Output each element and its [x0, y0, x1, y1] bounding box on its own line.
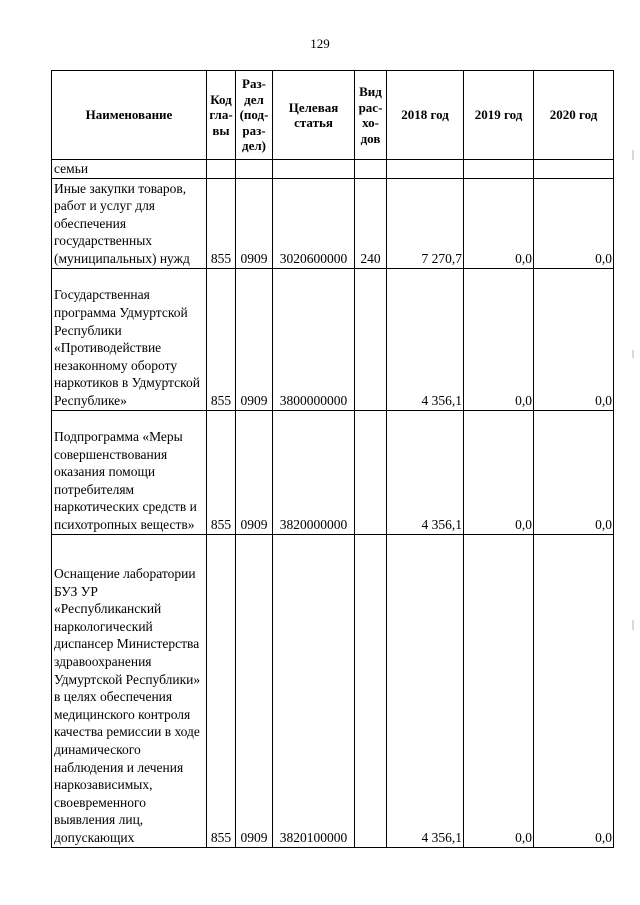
row-2020: 0,0 — [534, 178, 614, 268]
row-2020: 0,0 — [534, 534, 614, 847]
row-name: Оснащение лаборатории БУЗ УР «Республиканский наркологический диспансер Министерства здравоохранения Удмуртской Республики» в целях обеспечения медицинского контроля качества ремиссии в ходе динамического наблюдения и лечения наркозависимых, своевременного выявления лиц, допускающих — [52, 534, 207, 847]
row-chapter — [207, 160, 236, 179]
row-section: 0909 — [236, 178, 273, 268]
row-target: 3020600000 — [273, 178, 355, 268]
header-expense-type: Вид рас-хо-дов — [355, 71, 387, 160]
row-2019: 0,0 — [464, 410, 534, 534]
row-target — [273, 160, 355, 179]
header-name: Наименование — [52, 71, 207, 160]
table-header-row — [52, 71, 614, 160]
row-expense-type — [355, 534, 387, 847]
row-expense-type — [355, 160, 387, 179]
scan-artifact — [632, 150, 634, 160]
row-section: 0909 — [236, 410, 273, 534]
row-target: 3800000000 — [273, 268, 355, 410]
page-number: 129 — [310, 36, 330, 51]
header-2018: 2018 год — [387, 71, 464, 160]
row-2018: 4 356,1 — [387, 268, 464, 410]
row-2020: 0,0 — [534, 268, 614, 410]
row-2018: 4 356,1 — [387, 410, 464, 534]
row-2018: 7 270,7 — [387, 178, 464, 268]
row-section: 0909 — [236, 534, 273, 847]
table-row — [52, 268, 614, 410]
row-target: 3820100000 — [273, 534, 355, 847]
row-expense-type: 240 — [355, 178, 387, 268]
header-section: Раз-дел (под-раз-дел) — [236, 71, 273, 160]
row-2020 — [534, 160, 614, 179]
row-chapter: 855 — [207, 178, 236, 268]
row-chapter: 855 — [207, 534, 236, 847]
row-section — [236, 160, 273, 179]
row-name: Подпрограмма «Меры совершенствования оказания помощи потребителям наркотических средств и психотропных веществ» — [52, 410, 207, 534]
row-2019 — [464, 160, 534, 179]
row-expense-type — [355, 410, 387, 534]
row-2019: 0,0 — [464, 534, 534, 847]
header-target: Целевая статья — [273, 71, 355, 160]
row-chapter: 855 — [207, 268, 236, 410]
table-row — [52, 534, 614, 847]
row-chapter: 855 — [207, 410, 236, 534]
row-2018: 4 356,1 — [387, 534, 464, 847]
row-name: семьи — [52, 160, 207, 179]
row-target: 3820000000 — [273, 410, 355, 534]
row-2019: 0,0 — [464, 178, 534, 268]
row-expense-type — [355, 268, 387, 410]
scan-artifact — [632, 620, 634, 630]
row-2020: 0,0 — [534, 410, 614, 534]
header-2020: 2020 год — [534, 71, 614, 160]
row-2018 — [387, 160, 464, 179]
row-2019: 0,0 — [464, 268, 534, 410]
scan-artifact — [632, 350, 634, 358]
budget-table — [51, 70, 614, 848]
table-row — [52, 410, 614, 534]
header-2019: 2019 год — [464, 71, 534, 160]
header-chapter: Код гла-вы — [207, 71, 236, 160]
row-section: 0909 — [236, 268, 273, 410]
table-row — [52, 160, 614, 179]
table-row — [52, 178, 614, 268]
row-name: Государственная программа Удмуртской Республики «Противодействие незаконному обороту наркотиков в Удмуртской Республике» — [52, 268, 207, 410]
row-name: Иные закупки товаров, работ и услуг для обеспечения государственных (муниципальных) нужд — [52, 178, 207, 268]
